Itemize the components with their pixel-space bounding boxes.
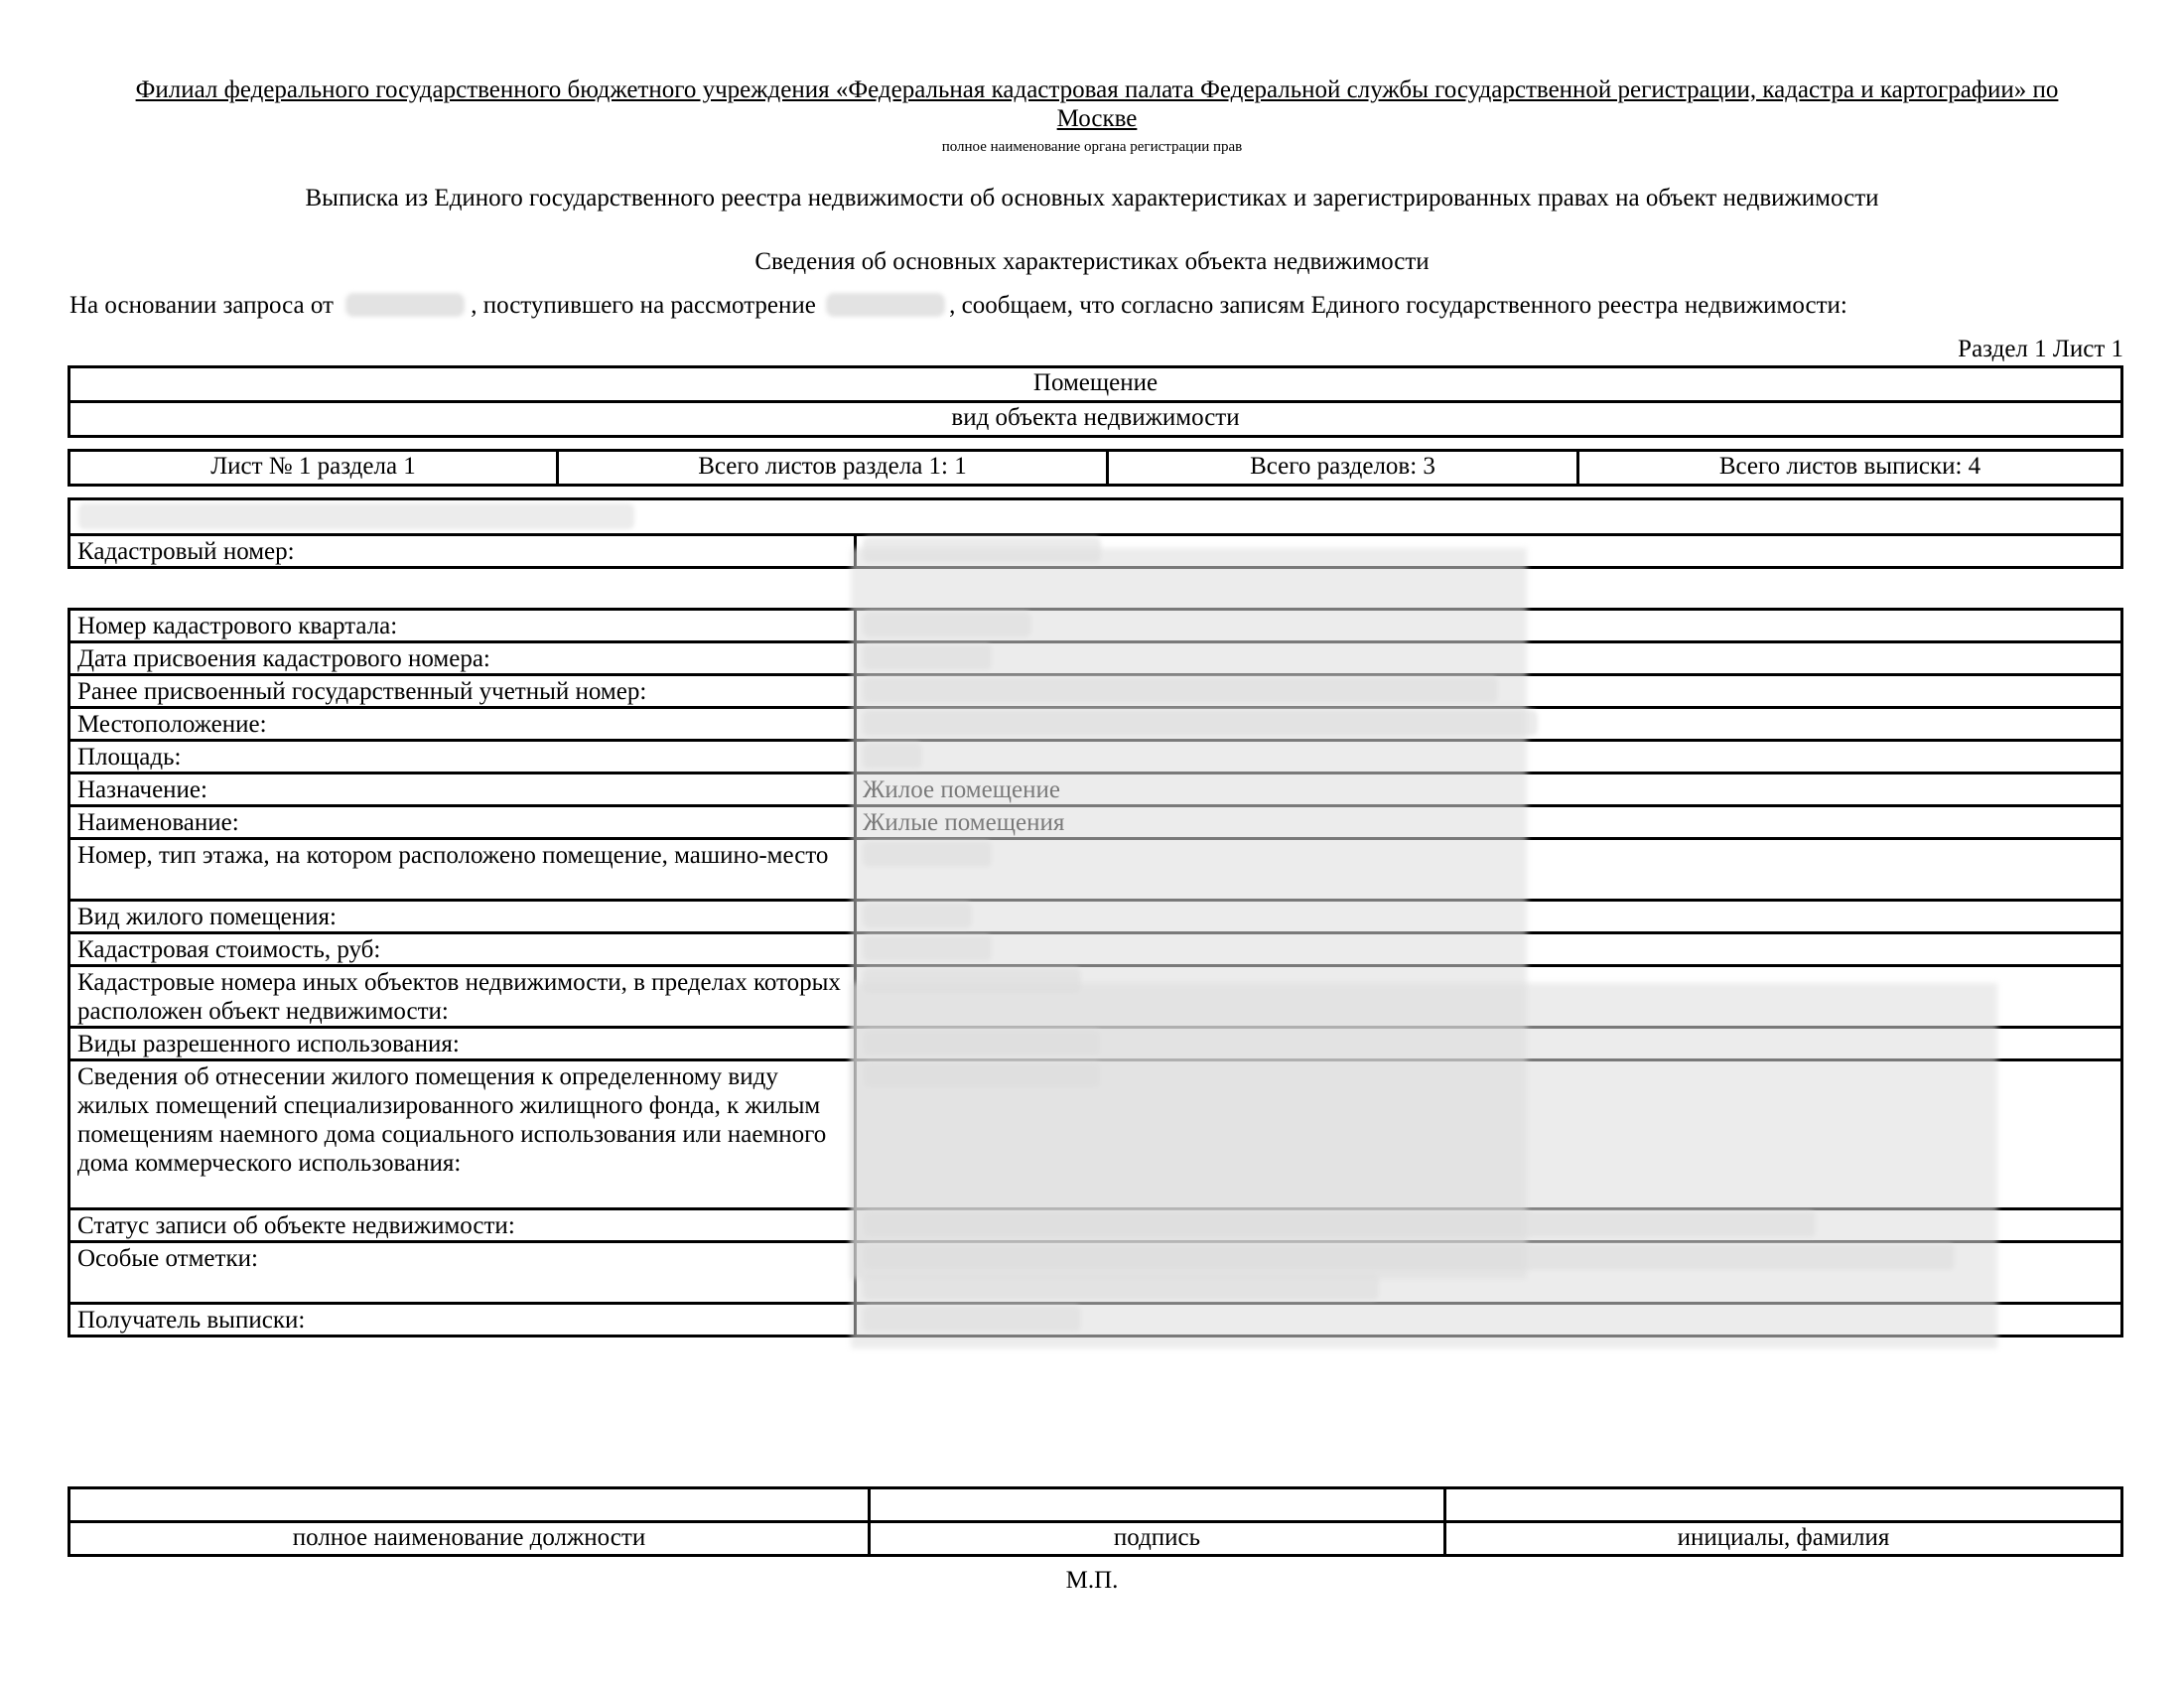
field-label: Номер кадастрового квартала:	[69, 610, 856, 642]
total-sections: Всего разделов: 3	[1108, 451, 1578, 486]
field-label: Кадастровые номера иных объектов недвижимости, в пределах которых расположен объект недвижимости:	[69, 966, 856, 1028]
field-label: Особые отметки:	[69, 1242, 856, 1304]
name-caption: инициалы, фамилия	[1445, 1522, 2122, 1556]
request-basis	[69, 291, 2134, 321]
total-sheets: Всего листов выписки: 4	[1578, 451, 2122, 486]
field-label: Дата присвоения кадастрового номера:	[69, 642, 856, 675]
field-label: Назначение:	[69, 774, 856, 806]
field-label: Ранее присвоенный государственный учетный номер:	[69, 675, 856, 708]
position-caption: полное наименование должности	[69, 1522, 870, 1556]
organization-name: Филиал федерального государственного бюджетного учреждения «Федеральная кадастровая палата Федеральной службы государственной регистрации, кадастра и картографии» по Москве	[135, 76, 2059, 132]
field-label: Наименование:	[69, 806, 856, 839]
field-label: Получатель выписки:	[69, 1304, 856, 1336]
field-label: Местоположение:	[69, 708, 856, 741]
field-label: Статус записи об объекте недвижимости:	[69, 1209, 856, 1242]
basis-text-2: , поступившего на рассмотрение	[471, 292, 816, 319]
basis-text-3: , сообщаем, что согласно записям Единого государственного реестра недвижимости:	[949, 292, 1847, 319]
basis-text-1: На основании запроса от	[69, 292, 334, 319]
cadastral-number-label: Кадастровый номер:	[69, 535, 856, 568]
field-label: Виды разрешенного использования:	[69, 1028, 856, 1060]
object-type-table	[68, 365, 2123, 438]
field-label: Номер, тип этажа, на котором расположено помещение, машино-место	[69, 839, 856, 901]
blur-overlay	[851, 983, 1997, 1348]
position-field	[69, 1488, 870, 1522]
redacted-record-header	[69, 499, 2122, 535]
document-subtitle: Сведения об основных характеристиках объекта недвижимости	[754, 248, 1430, 275]
signature-field	[870, 1488, 1445, 1522]
page-reference: Раздел 1 Лист 1	[1958, 336, 2123, 362]
section-sheets: Всего листов раздела 1: 1	[558, 451, 1108, 486]
field-label: Вид жилого помещения:	[69, 901, 856, 933]
signature-caption: подпись	[870, 1522, 1445, 1556]
name-field	[1445, 1488, 2122, 1522]
signature-table	[68, 1486, 2123, 1557]
field-label: Сведения об отнесении жилого помещения к определенному виду жилых помещений специализированного жилищного фонда, к жилым помещениям наемного дома социального использования или наемного дома коммерческого использования:	[69, 1060, 856, 1209]
organization-caption: полное наименование органа регистрации прав	[941, 139, 1243, 155]
object-type-caption: вид объекта недвижимости	[69, 402, 2122, 437]
sheet-number: Лист № 1 раздела 1	[69, 451, 558, 486]
document-title: Выписка из Единого государственного реестра недвижимости об основных характеристиках и зарегистрированных правах на объект недвижимости	[305, 185, 1879, 211]
stamp-place: М.П.	[1065, 1567, 1119, 1594]
field-label: Кадастровая стоимость, руб:	[69, 933, 856, 966]
redacted-review-date	[826, 293, 945, 317]
object-type: Помещение	[69, 367, 2122, 402]
field-label: Площадь:	[69, 741, 856, 774]
sheet-info-table	[68, 449, 2123, 487]
redacted-request-date	[345, 293, 465, 317]
